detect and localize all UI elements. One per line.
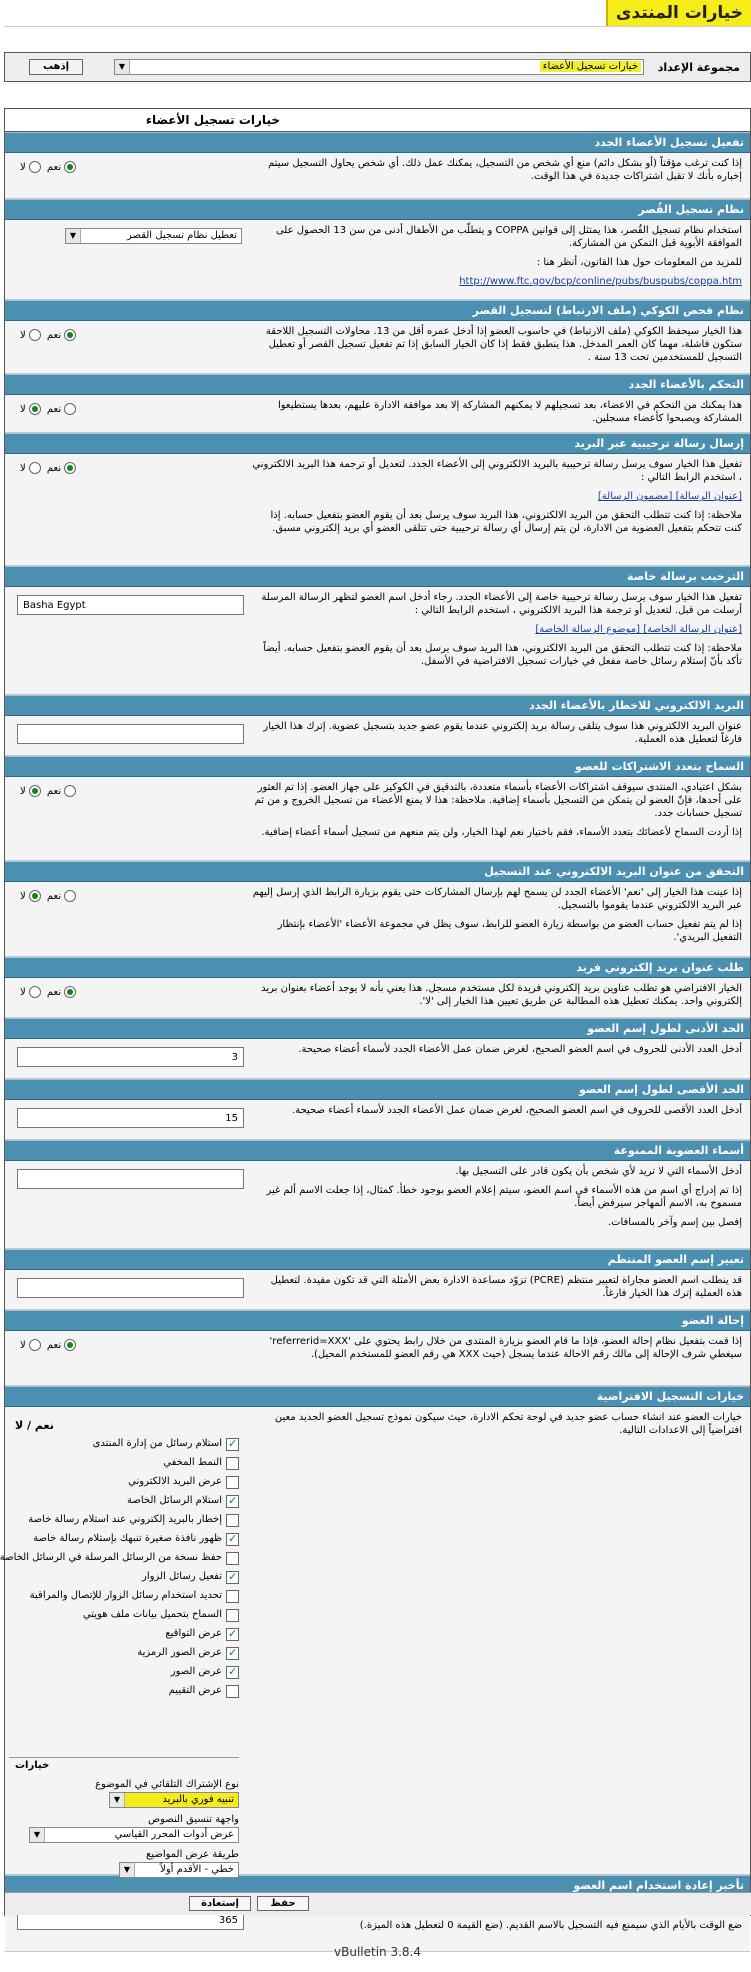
thread-display-label: طريقة عرض المواضيع bbox=[146, 1849, 239, 1860]
section-description: أدخل العدد الأدنى للحروف في اسم العضو الصحيح، لغرض ضمان عمل الأعضاء الجدد لأسماء أعضاء صحيحة. bbox=[298, 1044, 742, 1055]
max-username-input[interactable]: 15 bbox=[17, 1108, 244, 1128]
editor-select[interactable] bbox=[29, 1827, 239, 1843]
radio-yes[interactable] bbox=[64, 1339, 76, 1351]
section-description: عنوان البريد الالكتروني هذا سوف يتلقى رسالة بريد إلكتروني عندما يقوم عضو جديد بتسجيل عضوية. إترك هذا الخيار فارغاً لتعطيل هذه العملية. bbox=[263, 721, 742, 745]
section-description: قد ينطلب اسم العضو مجاراة لتعبير منتظم (PCRE) تزوّد مساعدة الادارة بعض الأمثلة التي قد تكون مفيدة. لتعطيل هذه العملية إترك هذا الخيار فارغاً. bbox=[270, 1275, 742, 1299]
section-header: نظام تسجيل القُصر bbox=[5, 199, 750, 220]
description-note: إذا تم إدراج أي اسم من هذه الأسماء في اسم العضو، سيتم إعلام العضو بوجود خطأ. كمثال، إذا جعلت الاسم ألم غير مسموح به، الاسم ألمهاجر سيرفض أيضاً. bbox=[266, 1185, 742, 1209]
section-body bbox=[5, 978, 750, 1018]
checkbox-row bbox=[9, 1624, 239, 1643]
checkbox-label: تحديد استخدام رسائل الزوار للإتصال والمراقبة bbox=[29, 1590, 222, 1601]
description-note: ملاحظة: إذا كنت تتطلب التحقق من البريد الالكتروني، هذا البريد سوف يرسل بعد أن يقوم العضو بتفعيل حسابه. أيضاً تأكد بأنّ إستلام رسائل خاصة مفعل في خيارات تسجيل الافتراضية في الأسفل. bbox=[263, 643, 742, 667]
section-body bbox=[5, 1100, 750, 1140]
radio-group bbox=[17, 986, 76, 998]
section-header: طلب عنوان بريد إلكتروني فريد bbox=[5, 957, 750, 978]
radio-no[interactable] bbox=[29, 1339, 41, 1351]
section-header: الترحيب برسالة خاصة bbox=[5, 566, 750, 587]
min-username-input[interactable]: 3 bbox=[17, 1047, 244, 1067]
radio-no[interactable] bbox=[29, 986, 41, 998]
checkbox-label: عرض التقييم bbox=[168, 1685, 222, 1696]
coppa-link[interactable]: http://www.ftc.gov/bcp/conline/pubs/buspubs/coppa.htm bbox=[459, 276, 742, 287]
checkbox[interactable] bbox=[226, 1609, 239, 1622]
top-bar bbox=[4, 0, 751, 27]
radio-group bbox=[17, 403, 76, 415]
checkbox[interactable] bbox=[226, 1476, 239, 1489]
description-note: ملاحظة: إذا كنت تتطلب التحقق من البريد الالكتروني، هذا البريد سوف يرسل بعد أن يقوم العضو بتفعيل حسابه. إذا كنت تتحكم بتفعيل العضوية من الادارة، لن يتم إرسال أي رسالة ترحيبية حتى تتلقى العضو أي بريد إلكتروني مسبق. bbox=[270, 510, 742, 534]
section-body bbox=[5, 454, 750, 566]
section-description bbox=[252, 1165, 742, 1229]
checkbox[interactable] bbox=[226, 1438, 239, 1451]
panel-title: خيارات تسجيل الأعضاء bbox=[5, 109, 750, 132]
welcome-email-links[interactable]: [عنوان الرسالة] [مضمون الرسالة] bbox=[597, 491, 742, 502]
description-note: إذا أردت السماح لأعضائك بتعدد الأسماء، فقم باختيار نعم لهذا الخيار، ولن يتم منعهم من تسجيل أسماء أعضاء إضافية. bbox=[261, 827, 742, 838]
save-button[interactable]: حفظ bbox=[257, 1896, 309, 1911]
section-description: هذا يمكنك من التحكم في الاعضاء، بعد تسجيلهم لا يمكنهم المشاركة إلا بعد موافقة الادارة عليهم، بعدها يستطيعوا المشاركة ويصبحوا كأعضاء مسجلين. bbox=[277, 400, 742, 424]
go-button[interactable]: إذهب bbox=[29, 59, 83, 75]
radio-yes[interactable] bbox=[64, 403, 76, 415]
username-regex-input[interactable] bbox=[17, 1278, 244, 1298]
section-header: التحقق من عنوان البريد الالكتروني عند التسجيل bbox=[5, 861, 750, 882]
section-header: الحد الأقصى لطول إسم العضو bbox=[5, 1079, 750, 1100]
reset-button[interactable]: إستعادة bbox=[189, 1896, 251, 1911]
settings-panel bbox=[0, 108, 751, 1931]
radio-group bbox=[17, 161, 76, 173]
radio-yes-label: نعم bbox=[46, 1339, 62, 1351]
checkbox[interactable] bbox=[226, 1457, 239, 1470]
section-body bbox=[5, 321, 750, 374]
chevron-down-icon[interactable]: ▼ bbox=[66, 229, 81, 243]
checkbox[interactable] bbox=[226, 1590, 239, 1603]
radio-group bbox=[17, 329, 76, 341]
checkbox-label: عرض البريد الالكتروني bbox=[128, 1476, 222, 1487]
version-footer: vBulletin 3.8.4 bbox=[334, 1945, 421, 1959]
section-description: الخيار الافتراضي هو تطلب عناوين بريد إلكتروني فريدة لكل مستخدم مسجل. هذا يعني بأنه لا يوجد أعضاء بعنوان بريد إلكتروني واحد. يمكنك تعطيل هذه المطالبة عن طريق تعيين هذا الخيار إلى 'لا'. bbox=[261, 983, 742, 1007]
thread-display-select[interactable] bbox=[119, 1862, 239, 1878]
section-description bbox=[252, 886, 742, 944]
subscription-label: نوع الإشتراك التلقائي في الموضوع bbox=[95, 1779, 239, 1790]
default-options-list bbox=[0, 1417, 239, 1700]
section-header: السماح بتعدد الاشتراكات للعضو bbox=[5, 756, 750, 777]
checkbox-row bbox=[9, 1472, 239, 1491]
checkbox-label: عرض التواقيع bbox=[165, 1628, 222, 1639]
radio-no-label: لا bbox=[20, 329, 26, 341]
checkbox-row bbox=[9, 1605, 239, 1624]
options-header: خيارات bbox=[9, 1757, 239, 1773]
section-body bbox=[5, 1161, 750, 1249]
radio-group bbox=[17, 1339, 76, 1351]
welcome-pm-links[interactable]: [عنوان الرسالة الخاصة] [موضوع الرسالة الخاصة] bbox=[535, 624, 742, 635]
checkbox[interactable] bbox=[226, 1571, 239, 1584]
radio-no[interactable] bbox=[29, 785, 41, 797]
editor-label: واجهة تنسيق النصوص bbox=[148, 1814, 239, 1825]
checkbox[interactable] bbox=[226, 1628, 239, 1641]
section-header: البريد الالكتروني للاخطار بالأعضاء الجدد bbox=[5, 695, 750, 716]
description-text: تفعيل هذا الخيار سوف يرسل رسالة ترحيبية بالبريد الالكتروني إلى الأعضاء الجدد. لتعديل أو ترجمة هذا البريد الالكتروني ، استخدم الرابط التالي : bbox=[252, 459, 742, 483]
section-description: خيارات العضو عند انشاء حساب عضو جديد في لوحة تحكم الادارة، حيث سيكون نموذج تسجيل العضو الجديد معين افتراضياً إلى الاعدادات التالية. bbox=[274, 1412, 742, 1436]
section-body bbox=[0, 1407, 750, 1875]
checkbox-row bbox=[9, 1586, 239, 1605]
section-body bbox=[5, 1331, 750, 1386]
username-reuse-delay-input[interactable]: 365 bbox=[17, 1910, 244, 1930]
checkbox[interactable] bbox=[226, 1666, 239, 1679]
section-description bbox=[252, 224, 742, 288]
checkbox-label: استلام رسائل من إدارة المنتدى bbox=[92, 1438, 222, 1449]
checkbox-row bbox=[9, 1491, 239, 1510]
section-header: إحالة العضو bbox=[5, 1310, 750, 1331]
default-options-selects bbox=[9, 1757, 239, 1878]
checkbox-label: استلام الرسائل الخاصة bbox=[127, 1495, 222, 1506]
chevron-down-icon[interactable]: ▼ bbox=[115, 60, 130, 74]
section-body bbox=[5, 882, 750, 957]
checkbox[interactable] bbox=[226, 1495, 239, 1508]
page-title: خيارات المنتدى bbox=[606, 0, 751, 26]
section-header: خيارات التسجيل الافتراضية bbox=[5, 1386, 750, 1407]
checkbox-row bbox=[9, 1453, 239, 1472]
welcome-pm-sender-input[interactable]: Basha Egypt bbox=[17, 595, 244, 615]
setting-group-label: مجموعة الإعداد bbox=[657, 61, 740, 74]
checkbox-label: تفعيل رسائل الزوار bbox=[141, 1571, 222, 1582]
description-note: إفصل بين إسم وآخر بالمسافات. bbox=[607, 1217, 742, 1228]
description-text: تفعيل هذا الخيار سوف يرسل رسالة ترحيبية خاصة إلى الأعضاء الجدد. رجاء أدخل اسم العضو لتظهر الرسالة المرسلة أرسلت من قبل. لتعديل أو ترجمة هذا البريد الالكتروني ، استخدم الرابط التالي : bbox=[261, 592, 742, 616]
chevron-down-icon[interactable]: ▼ bbox=[110, 1793, 125, 1807]
checkbox-label: ظهور نافذة صغيرة تنبهك بإستلام رسالة خاصة bbox=[33, 1533, 222, 1544]
section-description bbox=[252, 458, 742, 535]
radio-group bbox=[17, 785, 76, 797]
checkbox-label: إخطار بالبريد إلكتروني عند استلام رسالة خاصة bbox=[28, 1514, 222, 1525]
section-body bbox=[5, 153, 750, 199]
checkbox-label: عرض الصور bbox=[170, 1666, 222, 1677]
section-body bbox=[5, 1039, 750, 1079]
radio-yes-label: نعم bbox=[46, 890, 62, 902]
section-description: إذا قمت بتفعيل نظام إحالة العضو، فإذا ما قام العضو بزيارة المنتدى من خلال رابط يحتوي على 'referrerid=XXX' سيغطي شرف الإحالة إلى مالك رقم الاحالة عندما يسجل (حيث XXX هي رقم العضو للمستخدم المحيل). bbox=[269, 1336, 742, 1360]
section-body bbox=[5, 1270, 750, 1310]
section-header: تأخير إعادة استخدام اسم العضو bbox=[5, 1875, 750, 1896]
section-header: التحكم بالأعضاء الجدد bbox=[5, 374, 750, 395]
radio-no-label: لا bbox=[20, 890, 26, 902]
checkbox[interactable] bbox=[226, 1552, 239, 1565]
description-note: إذا لم يتم تفعيل حساب العضو من بواسطة زيارة العضو للرابط، سوف يظل في مجموعة الأعضاء 'الأعضاء بإنتظار التفعيل البريدي'. bbox=[277, 919, 742, 943]
chevron-down-icon[interactable]: ▼ bbox=[30, 1828, 45, 1842]
radio-no[interactable] bbox=[29, 329, 41, 341]
section-description: إذا كنت ترغب مؤقتاً (أو بشكل دائم) منع أي شخص من التسجيل، يمكنك عمل ذلك. أي شخص يحاول التسجيل سيتم إخباره بأنك لا تقبل اشتراكات جديدة في هذا الوقت. bbox=[268, 158, 742, 182]
radio-no-label: لا bbox=[20, 161, 26, 173]
radio-no[interactable] bbox=[29, 403, 41, 415]
radio-yes-label: نعم bbox=[46, 462, 62, 474]
checkbox[interactable] bbox=[226, 1647, 239, 1660]
section-header: تفعيل تسجيل الأعضاء الجدد bbox=[5, 132, 750, 153]
minor-registration-select[interactable] bbox=[65, 228, 242, 244]
checkbox-row bbox=[9, 1681, 239, 1700]
subscription-value: تنبيه فوري بالبريد bbox=[162, 1794, 234, 1805]
section-description: أدخل العدد الأقصى للحروف في اسم العضو الصحيح، لغرض ضمان عمل الأعضاء الجدد لأسماء أعضاء صحيحة. bbox=[292, 1105, 742, 1116]
radio-no[interactable] bbox=[29, 890, 41, 902]
checkbox-row bbox=[9, 1643, 239, 1662]
checkbox-label: حفظ نسخة من الرسائل المرسلة في الرسائل الخاصة bbox=[0, 1552, 222, 1563]
radio-yes-label: نعم bbox=[46, 986, 62, 998]
checkbox-row bbox=[0, 1548, 239, 1567]
setting-group-bar bbox=[4, 52, 751, 82]
section-body bbox=[5, 716, 750, 756]
description-text: بشكل اعتيادي، المنتدى سيوقف اشتراكات الأعضاء بأسماء متعددة، بالتدقيق في الكوكيز على جهاز العضو. إذا تم العثور على أحدها، فإنّ العضو لن يتمكن من التسجيل بأسماء إضافية. ملاحظة: هذا لا يمنع الأعضاء من تسجيل الخروج و من ثم تسجيل حسابات جدد. bbox=[254, 782, 742, 819]
banned-usernames-input[interactable] bbox=[17, 1169, 244, 1189]
checkbox-label: السماح بتحميل بيانات ملف هويتي bbox=[82, 1609, 222, 1620]
description-text: للمزيد من المعلومات حول هذا القانون، أنظر هنا : bbox=[536, 257, 742, 268]
radio-no-label: لا bbox=[20, 1339, 26, 1351]
radio-no-label: لا bbox=[20, 785, 26, 797]
section-header: نظام فحص الكوكي (ملف الارتباط) لتسجيل القصر bbox=[5, 300, 750, 321]
checkbox-label: عرض الصور الرمزية bbox=[137, 1647, 222, 1658]
section-header: تعبير إسم العضو المنتظم bbox=[5, 1249, 750, 1270]
radio-yes[interactable] bbox=[64, 785, 76, 797]
radio-no[interactable] bbox=[29, 161, 41, 173]
setting-group-selected: خيارات تسجيل الأعضاء bbox=[540, 61, 641, 72]
radio-group bbox=[17, 890, 76, 902]
radio-no-label: لا bbox=[20, 986, 26, 998]
radio-no-label: لا bbox=[20, 403, 26, 415]
section-body bbox=[5, 395, 750, 433]
radio-yes[interactable] bbox=[64, 161, 76, 173]
description-text: أدخل الأسماء التي لا تريد لأي شخص بأن يكون قادر على التسجيل بها. bbox=[455, 1166, 742, 1177]
thread-display-value: خطي - الأقدم أولاً bbox=[160, 1864, 234, 1875]
radio-yes-label: نعم bbox=[46, 161, 62, 173]
section-description: هذا الخيار سيحفظ الكوكي (ملف الارتباط) في حاسوب العضو إذا أدخل عمره أقل من 13. محاولات التسجيل اللاحقة ستكون فاشلة، مهما كان العمر المدخل. هذا ينطبق فقط إذا كان الخيار السابق إذا تم تفعيل تسجيل القصر أو تعطيل التسجيل للمستخدمين تحت 13 سنة . bbox=[265, 326, 742, 363]
radio-no-label: لا bbox=[20, 462, 26, 474]
radio-yes-label: نعم bbox=[46, 329, 62, 341]
section-body bbox=[5, 587, 750, 695]
minor-registration-value: تعطيل نظام تسجيل القصر bbox=[127, 230, 237, 241]
radio-group bbox=[17, 462, 76, 474]
section-description bbox=[252, 781, 742, 839]
checkbox-row bbox=[9, 1529, 239, 1548]
description-note: ضع الوقت بالأيام الذي سيمنع فيه التسجيل بالاسم القديم. (ضع القيمة 0 لتعطيل هذه الميزة.) bbox=[359, 1920, 742, 1931]
radio-yes[interactable] bbox=[64, 462, 76, 474]
form-buttons-bar bbox=[5, 1892, 751, 1915]
setting-group-select[interactable] bbox=[114, 59, 644, 75]
checkbox-row bbox=[9, 1567, 239, 1586]
description-text: استخدام نظام تسجيل القُصر، هذا يمتثل إلى قوانين COPPA و يتطلّب من الأطفال أدنى من سن 13 الحصول على الموافقة الأبوية قبل التمكن من المشاركة. bbox=[275, 225, 742, 249]
radio-yes-label: نعم bbox=[46, 403, 62, 415]
checkbox-label: النمط المخفي bbox=[163, 1457, 222, 1468]
chevron-down-icon[interactable]: ▼ bbox=[120, 1863, 135, 1877]
checkbox-row bbox=[9, 1662, 239, 1681]
new-member-email-input[interactable] bbox=[17, 724, 244, 744]
checkbox-row bbox=[9, 1510, 239, 1529]
checkbox-row bbox=[9, 1434, 239, 1453]
section-header: الحد الأدنى لطول إسم العضو bbox=[5, 1018, 750, 1039]
radio-yes[interactable] bbox=[64, 329, 76, 341]
subscription-select[interactable] bbox=[109, 1792, 239, 1808]
radio-yes-label: نعم bbox=[46, 785, 62, 797]
checkbox[interactable] bbox=[226, 1514, 239, 1527]
checkbox[interactable] bbox=[226, 1533, 239, 1546]
radio-yes[interactable] bbox=[64, 890, 76, 902]
section-header: أسماء العضوية الممنوعة bbox=[5, 1140, 750, 1161]
radio-no[interactable] bbox=[29, 462, 41, 474]
section-description bbox=[252, 591, 742, 668]
checklist-header: نعم / لا bbox=[15, 1419, 54, 1432]
section-body bbox=[5, 220, 750, 300]
section-body bbox=[5, 777, 750, 861]
checkbox[interactable] bbox=[226, 1685, 239, 1698]
editor-value: عرض أدوات المحرر القياسي bbox=[114, 1829, 234, 1840]
description-text: إذا عينت هذا الخيار إلى 'نعم' الأعضاء الجدد لن يسمح لهم بإرسال المشاركات حتى يقوم بزيارة الرابط الذي إرسل إليهم عبر البريد الالكتروني عندما يقوموا بالتسجيل. bbox=[252, 887, 742, 911]
section-header: إرسال رسالة ترحيبية عبر البريد bbox=[5, 433, 750, 454]
radio-yes[interactable] bbox=[64, 986, 76, 998]
